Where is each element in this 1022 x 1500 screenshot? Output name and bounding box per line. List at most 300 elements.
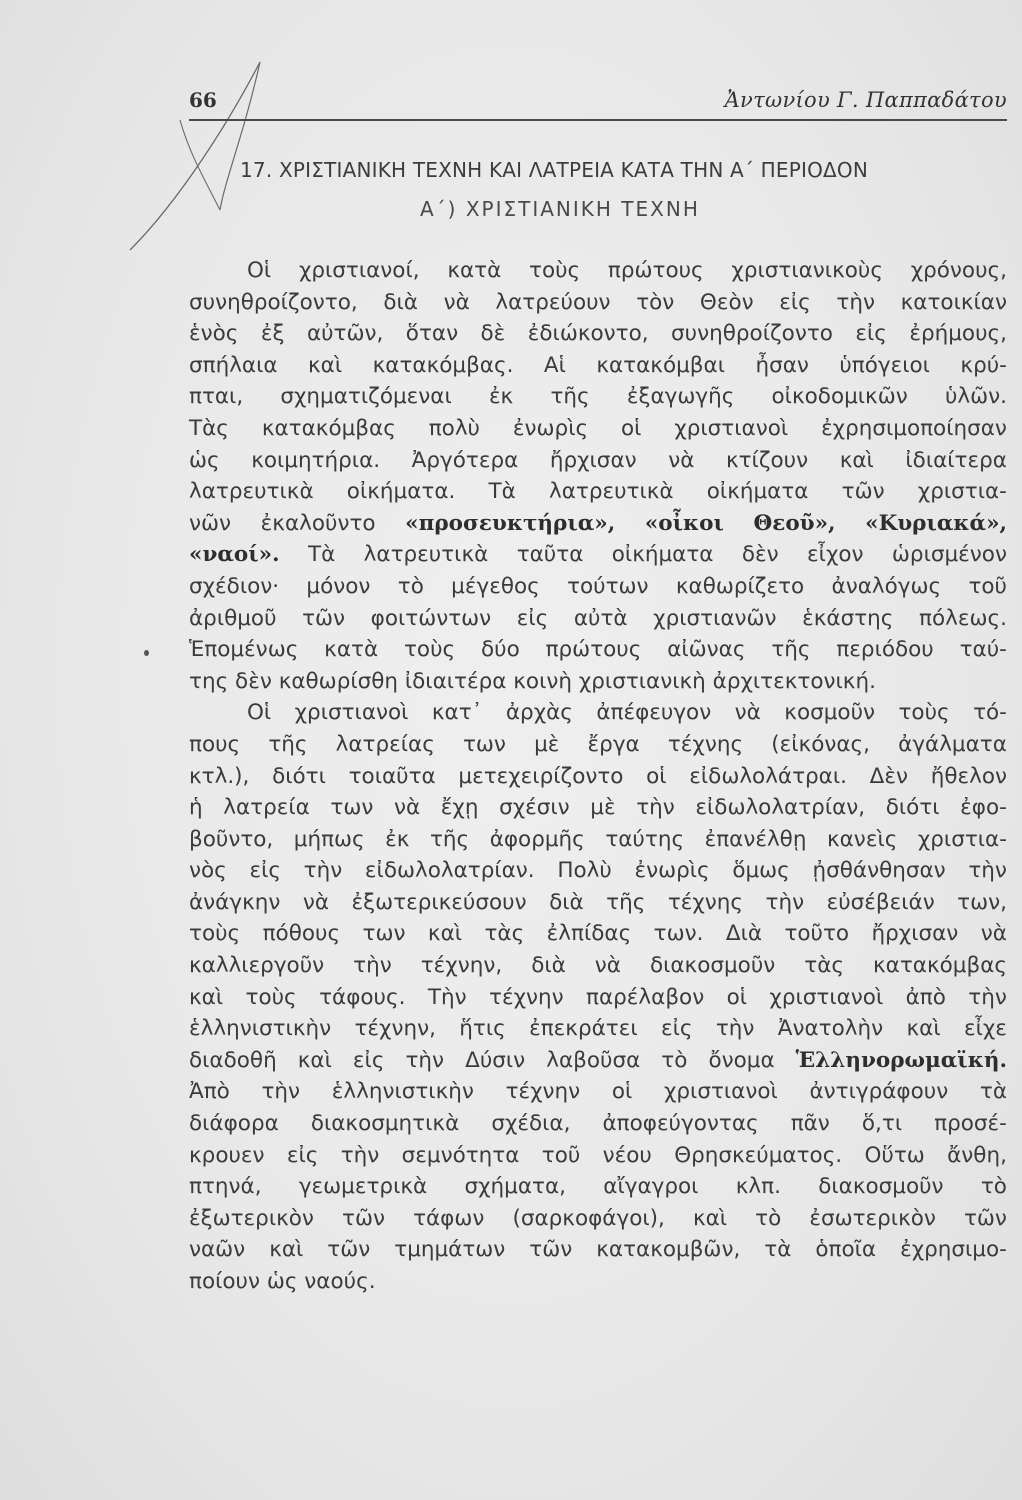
word: ἐνωρὶς — [634, 858, 710, 884]
word: σχηματιζόμεναι — [280, 384, 452, 410]
word: νὸς — [189, 858, 227, 884]
word: κατὰ — [324, 637, 379, 663]
word: πτηνά, — [189, 1174, 262, 1200]
word: οἱ — [646, 763, 667, 789]
text-line — [189, 445, 1007, 477]
word: κατοικίαν — [900, 289, 1007, 315]
text-line — [189, 1171, 1007, 1203]
word: τέχνης — [667, 889, 744, 915]
word: τῆς — [771, 637, 811, 663]
word: τό- — [973, 700, 1007, 726]
word: τάφων — [413, 1205, 485, 1231]
word: ἐπεκράτει — [529, 1016, 638, 1042]
text-line — [189, 1076, 1007, 1108]
word: ὁποῖα — [815, 1237, 877, 1263]
word: τέχνην, — [420, 953, 503, 979]
word: λατρευτικὰ — [548, 479, 674, 505]
word: ὄνομα — [708, 1047, 775, 1073]
word: φοιτώντων — [370, 605, 492, 631]
text-line — [189, 508, 1007, 540]
word: τοῦ — [968, 573, 1007, 599]
word: χριστιανοὶ — [674, 415, 789, 441]
word: οἱ — [621, 415, 642, 441]
word: ναούς. — [304, 1269, 376, 1294]
word: τὸν — [636, 289, 675, 315]
word: ἤρχισαν — [549, 447, 637, 473]
text-line — [189, 761, 1007, 793]
word: μέγεθος — [451, 573, 540, 599]
word: ἀποφεύγοντας — [602, 1111, 759, 1137]
word: ἤθελον — [930, 763, 1007, 789]
text-line — [189, 697, 1007, 729]
word: νὰ — [394, 795, 421, 821]
word: τοὺς — [898, 700, 950, 726]
word: κτίζουν — [725, 447, 809, 473]
word: καὶ — [692, 1205, 728, 1231]
word: τὴν — [340, 1142, 380, 1168]
word: εἰς — [660, 1016, 693, 1042]
word: γεωμετρικὰ — [298, 1174, 428, 1200]
word: πολὺ — [428, 415, 480, 441]
word: ἑλληνιστικὴν — [189, 1016, 332, 1042]
word: ἐλπίδας — [546, 921, 632, 947]
word: κατακόμβας. — [372, 352, 514, 378]
word: νὰ — [980, 921, 1007, 947]
emphasized-word: «ναοί». — [189, 542, 280, 568]
word: Δὲν — [869, 763, 908, 789]
text-line — [189, 381, 1007, 413]
text-line — [189, 950, 1007, 982]
word: μὲ — [534, 731, 560, 757]
word: (εἰκόνας, — [771, 731, 870, 757]
word: πόλεως. — [919, 605, 1007, 631]
word: ἀπὸ — [905, 984, 946, 1010]
word: χριστιανῶν — [653, 605, 777, 631]
word: ἐξ — [260, 321, 285, 347]
text-line — [189, 603, 1007, 635]
word: ἀγάλματα — [898, 731, 1007, 757]
text-line — [189, 318, 1007, 350]
word: ἄνθη, — [947, 1142, 1007, 1168]
word: Ἀργότερα — [411, 447, 519, 473]
word: δὲ — [480, 321, 506, 347]
word: τῆς — [606, 889, 646, 915]
word: κτλ.), — [189, 763, 250, 789]
word: ἡ — [189, 795, 203, 821]
word: τῆς — [550, 384, 590, 410]
word: συνηθροίζοντο, — [189, 289, 358, 315]
word: τῆς — [429, 826, 470, 852]
word: χριστιανικοὺς — [731, 258, 883, 283]
word: τὴν — [715, 1016, 755, 1042]
word: εἰδωλολατρίαν. — [364, 858, 535, 884]
word: των — [362, 921, 406, 947]
word: χριστιανοί, — [298, 258, 420, 283]
word: εἶχον — [807, 542, 864, 568]
word: εἰς — [855, 321, 887, 347]
word: οἱ — [726, 984, 748, 1010]
word: ἐνωρὶς — [512, 415, 589, 441]
word: ἀνάγκην — [189, 889, 281, 915]
word: τὴν — [261, 1079, 301, 1105]
word: τὰς — [804, 953, 845, 979]
word: τῶν — [963, 1205, 1007, 1231]
word: νὰ — [734, 700, 761, 726]
word: νὰ — [443, 289, 470, 315]
word: ἐπανέλθῃ — [704, 826, 807, 852]
text-line — [189, 634, 1007, 666]
word: δὲν — [235, 668, 272, 694]
emphasized-word: Θεοῦ», — [753, 510, 836, 536]
word: χριστιανικὴ — [578, 668, 706, 694]
word: Τὰ — [307, 542, 336, 568]
word: καὶ — [906, 1016, 941, 1042]
text-line — [189, 792, 1007, 824]
word: κρουεν — [189, 1142, 265, 1168]
word: λαβοῦσα — [546, 1047, 641, 1073]
text-line — [189, 666, 1007, 698]
word: προσέ- — [934, 1111, 1007, 1137]
word: καὶ — [427, 921, 463, 947]
text-line — [189, 1266, 1007, 1298]
section-title: Α΄) ΧΡΙΣΤΙΑΝΙΚΗ ΤΕΧΝΗ — [420, 197, 700, 221]
word: κρύ- — [960, 352, 1007, 378]
word: ἐκαλοῦντο — [260, 510, 376, 536]
word: ὅ,τι — [861, 1111, 903, 1137]
word: κατακομβῶν, — [596, 1237, 741, 1263]
word: ἰδιαίτερα — [905, 447, 1007, 473]
word: ἐδιώκοντο, — [527, 321, 649, 347]
word: τοῦ — [541, 1142, 581, 1168]
text-line — [189, 1108, 1007, 1140]
word: πους — [189, 731, 241, 757]
word: τὰς — [484, 921, 525, 947]
word: εἰς — [352, 1047, 385, 1073]
text-line — [189, 1140, 1007, 1172]
word: διότι — [885, 795, 940, 821]
word: εἶχε — [963, 1016, 1007, 1042]
word: καλλιεργοῦν — [189, 953, 325, 979]
text-line — [189, 1234, 1007, 1266]
text-line — [189, 413, 1007, 445]
word: καθωρίζετο — [675, 573, 805, 599]
word: ποίουν — [189, 1269, 260, 1294]
word: ὡς — [189, 447, 220, 473]
word: των — [330, 795, 374, 821]
word: ἀρχιτεκτονική. — [712, 668, 876, 694]
margin-dot — [144, 650, 149, 656]
word: ἔργα — [587, 731, 640, 757]
word: εἰς — [286, 1142, 319, 1168]
word: των. — [653, 921, 704, 947]
word: χριστιανοὶ — [769, 984, 884, 1010]
word: εἰς — [249, 858, 281, 884]
text-line — [189, 918, 1007, 950]
word: ὅταν — [405, 321, 459, 347]
word: ἥτις — [459, 1016, 506, 1042]
word: λατρευτικὰ — [363, 542, 489, 568]
word: τὴν — [353, 953, 392, 979]
word: ἐξαγωγῆς — [626, 384, 735, 410]
word: ἐσωτερικὸν — [809, 1205, 936, 1231]
text-line — [189, 350, 1007, 382]
word: νῶν — [189, 510, 232, 536]
word: αὐτῶν, — [306, 321, 384, 347]
word: τῶν — [342, 1205, 385, 1231]
word: ἐξωτερικὸν — [189, 1205, 314, 1231]
word: διάφορα — [189, 1111, 279, 1137]
word: μὲ — [590, 795, 616, 821]
word: διαδοθῆ — [189, 1047, 277, 1073]
word: καὶ — [269, 1237, 304, 1263]
word: πᾶν — [790, 1111, 830, 1137]
word: τὴν — [836, 289, 875, 315]
word: σχήματα, — [464, 1174, 566, 1200]
word: ὑπόγειοι — [839, 352, 930, 378]
word: τὴν — [765, 889, 805, 915]
word: τάφους. — [319, 984, 406, 1010]
word: ὡρισμένον — [891, 542, 1007, 568]
word: πρώτους — [607, 258, 704, 283]
word: αὐτὰ — [573, 605, 628, 631]
text-line — [189, 1203, 1007, 1235]
word: κανεὶς — [826, 826, 898, 852]
word: ἦσαν — [755, 352, 809, 378]
word: μήπως — [293, 826, 365, 852]
word: Δύσιν — [465, 1047, 526, 1073]
body-text — [189, 255, 1007, 1298]
emphasized-word: «οἶκοι — [644, 510, 724, 536]
word: καθωρίσθη — [278, 668, 399, 694]
word: πρώτους — [545, 637, 642, 663]
text-line — [189, 887, 1007, 919]
word: Θρησκεύματος. — [674, 1142, 843, 1168]
word: εἰς — [516, 605, 549, 631]
word: τέχνης — [667, 731, 744, 757]
word: Οἱ — [247, 700, 272, 726]
word: τὸ — [661, 1047, 688, 1073]
word: ἐκ — [488, 384, 514, 410]
word: χριστιανοὶ — [663, 1079, 778, 1105]
word: ἐφο- — [960, 795, 1007, 821]
word: τοιαῦτα — [348, 763, 436, 789]
word: νὰ — [302, 889, 330, 915]
word: τὰ — [979, 1079, 1007, 1105]
word: ἑκάστης — [802, 605, 894, 631]
running-head: Ἀντωνίου Γ. Παππαδάτου — [724, 88, 1007, 112]
word: Διὰ — [725, 921, 763, 947]
text-line — [189, 255, 1007, 287]
word: βοῦντο, — [189, 826, 274, 852]
word: τῶν — [302, 605, 346, 631]
word: ταύτης — [605, 826, 685, 852]
page-number: 66 — [189, 88, 217, 112]
word: διακοσμοῦν — [649, 953, 776, 979]
word: λατρευτικὰ — [189, 479, 314, 505]
word: οἰκήματα — [611, 542, 714, 568]
word: λατρείας — [335, 731, 435, 757]
word: χριστια- — [917, 826, 1007, 852]
word: νὰ — [668, 447, 695, 473]
text-line — [189, 824, 1007, 856]
word: τῆς — [268, 731, 308, 757]
text-line — [189, 855, 1007, 887]
word: Θεὸν — [699, 289, 754, 315]
word: τοὺς — [529, 258, 581, 283]
word: ναῶν — [189, 1237, 246, 1263]
word: κλπ. — [735, 1174, 781, 1200]
word: Τὰ — [488, 479, 516, 505]
word: διότι — [272, 763, 326, 789]
text-line — [189, 1013, 1007, 1045]
word: τοὺς — [189, 921, 241, 947]
word: διὰ — [531, 953, 566, 979]
word: τὸ — [397, 573, 424, 599]
word: Τὰς — [189, 415, 229, 441]
word: τὴν — [636, 795, 675, 821]
word: σχέδιον· — [189, 573, 280, 599]
word: ταῦτα — [516, 542, 584, 568]
word: εὐσέβειάν — [826, 889, 935, 915]
word: τὴν — [968, 858, 1007, 884]
word: οἱ — [611, 1079, 633, 1105]
word: δύο — [481, 637, 520, 663]
word: δὲν — [741, 542, 779, 568]
word: διακοσμητικὰ — [310, 1111, 460, 1137]
word: καὶ — [839, 447, 874, 473]
text-line — [189, 476, 1007, 508]
word: σχέδια, — [491, 1111, 571, 1137]
word: καὶ — [297, 1047, 332, 1073]
word: οἰκήματα. — [346, 479, 456, 505]
word: σεμνότητα — [401, 1142, 520, 1168]
word: κατ᾽ — [431, 700, 483, 726]
word: τὴν — [303, 858, 343, 884]
word: Ἀπὸ — [189, 1079, 230, 1105]
chapter-title: 17. ΧΡΙΣΤΙΑΝΙΚΗ ΤΕΧΝΗ ΚΑΙ ΛΑΤΡΕΙΑ ΚΑΤΑ ΤΗΝ Α΄ ΠΕΡΙΟΔΟΝ — [240, 158, 869, 182]
word: ἀφορμῆς — [489, 826, 585, 852]
word: μετεχειρίζοντο — [458, 763, 624, 789]
word: ἀντιγράφουν — [809, 1079, 949, 1105]
page-header — [189, 88, 1007, 118]
emphasized-word: «προσευκτήρια», — [405, 510, 616, 536]
text-line — [189, 729, 1007, 761]
word: κοσμοῦν — [784, 700, 876, 726]
word: Ἑπομένως — [189, 637, 299, 663]
word: ἐχρησιμο- — [900, 1237, 1007, 1263]
word: οἰκοδομικῶν — [771, 384, 908, 410]
word: τὰ — [764, 1237, 792, 1263]
word: κατὰ — [447, 258, 502, 283]
word: καὶ — [308, 352, 343, 378]
word: (σαρκοφάγοι), — [512, 1205, 665, 1231]
word: ἀρχὰς — [505, 700, 573, 726]
word: ἑλληνιστικὴν — [331, 1079, 474, 1105]
word: πται, — [189, 384, 244, 410]
word: αἴγαγροι — [603, 1174, 699, 1200]
emphasized-word: Ἑλληνορωμαϊκή. — [795, 1047, 1007, 1073]
word: ἀριθμοῦ — [189, 605, 277, 631]
word: τοῦτο — [784, 921, 850, 947]
text-line — [189, 982, 1007, 1014]
word: των, — [957, 889, 1007, 915]
word: εἰδωλολάτραι. — [689, 763, 847, 789]
word: τέχνην — [505, 1079, 581, 1105]
word: ἐκ — [385, 826, 410, 852]
word: ἀπέφευγον — [596, 700, 712, 726]
word: σχέσιν — [499, 795, 570, 821]
word: τὸ — [980, 1174, 1007, 1200]
word: τὸ — [755, 1205, 782, 1231]
word: ἑνὸς — [189, 321, 239, 347]
word: Πολὺ — [557, 858, 612, 884]
word: ταύ- — [959, 637, 1007, 663]
word: κοιμητήρια. — [251, 447, 381, 473]
word: νὰ — [594, 953, 621, 979]
word: κατακόμβας — [873, 953, 1007, 979]
emphasized-word: «Κυριακά», — [865, 510, 1007, 536]
text-line — [189, 287, 1007, 319]
header-rule — [189, 119, 1007, 121]
word: ἀναλόγως — [831, 573, 942, 599]
word: Ἀνατολὴν — [777, 1016, 884, 1042]
word: χριστιανοὶ — [294, 700, 409, 726]
word: συνηθροίζοντο — [671, 321, 833, 347]
word: τέχνην — [489, 984, 564, 1010]
word: Αἱ — [543, 352, 566, 378]
word: τὴν — [405, 1047, 445, 1073]
word: τῶν — [327, 1237, 371, 1263]
word: νέου — [602, 1142, 652, 1168]
word: ἐρήμους, — [909, 321, 1007, 347]
word: εἰδωλολατρίαν, — [695, 795, 866, 821]
word: Οἱ — [247, 258, 272, 283]
word: χρόνους, — [910, 258, 1007, 283]
word: ὡς — [266, 1269, 298, 1294]
word: κοινὴ — [513, 668, 573, 694]
word: ὅμως — [732, 858, 790, 884]
word: πόθους — [262, 921, 341, 947]
word: ἔχῃ — [440, 795, 479, 821]
word: διακοσμοῦν — [818, 1174, 944, 1200]
word: καὶ — [189, 984, 224, 1010]
word: μόνον — [306, 573, 371, 599]
word: αἰῶνας — [667, 637, 746, 663]
word: τῶν — [529, 1237, 573, 1263]
word: παρέλαβον — [586, 984, 705, 1010]
word: χριστια- — [917, 479, 1007, 505]
word: τέχνην, — [354, 1016, 436, 1042]
word: εἰς — [779, 289, 811, 315]
word: ᾐσθάνθησαν — [812, 858, 946, 884]
word: ἰδιαιτέρα — [404, 668, 507, 694]
word: λατρεία — [223, 795, 310, 821]
word: τὴν — [968, 984, 1007, 1010]
word: περιόδου — [836, 637, 934, 663]
word: Οὕτω — [864, 1142, 925, 1168]
word: των — [462, 731, 506, 757]
word: ἤρχισαν — [871, 921, 959, 947]
word: ἐχρησιμοποίησαν — [821, 415, 1007, 441]
word: διὰ — [383, 289, 418, 315]
word: τοὺς — [403, 637, 456, 663]
word: τούτων — [567, 573, 649, 599]
word: σπήλαια — [189, 352, 278, 378]
text-line — [189, 1045, 1007, 1077]
text-line — [189, 539, 1007, 571]
word: ἐξωτερικεύσουν — [351, 889, 527, 915]
word: τοὺς — [245, 984, 297, 1010]
